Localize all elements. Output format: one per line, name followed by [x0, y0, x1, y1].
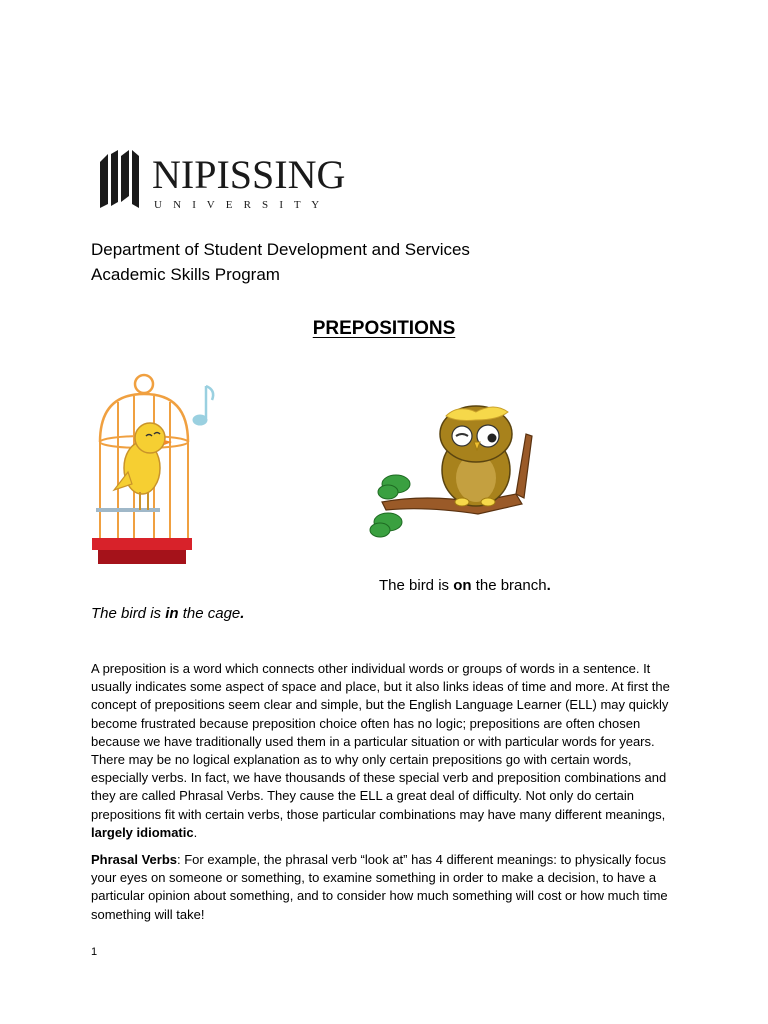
logo-university-text: U N I V E R S I T Y	[154, 199, 324, 211]
intro-paragraph-emphasis: largely idiomatic	[91, 824, 194, 840]
caption-on-period: .	[546, 577, 551, 594]
caption-on-text: The bird is	[379, 577, 454, 594]
caption-in-text: The bird is	[91, 605, 166, 622]
caption-in-preposition: in	[165, 605, 179, 622]
intro-paragraph-text: A preposition is a word which connects other individual words or groups of words in a sentence. It usually indicates some aspect of space and place, but it also links ideas of time and more. At first the concept of prepositions seem clear and simple, but the English Language Learner (ELL) may quickly become frustrated because preposition choice often has no logic; prepositions are often chosen because we have traditionally used them in a particular situation or with particular words for years. There may be no logical explanation as to why only certain prepositions go with certain words, especially verbs. In fact, we have thousands of these special verb and preposition combinations and they are called Phrasal Verbs. They cause the ELL a great deal of difficulty. Not only do certain prepositions fit with certain verbs, those particular combinations may have many different meanings,	[91, 661, 670, 822]
intro-paragraph-end: .	[193, 824, 198, 840]
caption-on-preposition: on	[453, 577, 472, 594]
page-title-text: PREPOSITIONS	[312, 318, 456, 339]
department-name: Department of Student Development and Services	[91, 240, 470, 259]
caption-in-cage	[91, 605, 244, 622]
phrasal-verbs-paragraph	[91, 851, 683, 924]
caption-on-branch	[379, 577, 551, 594]
caption-in-period: .	[240, 605, 245, 622]
page-number: 1	[91, 946, 98, 958]
phrasal-verbs-text: : For example, the phrasal verb “look at” has 4 different meanings: to physically focus your eyes on someone or something, to examine something in order to make a decision, to have a particular opinion about something, and to consider how much something will cost or how much time something will take!	[91, 852, 668, 922]
caption-in-text-end: the cage	[178, 605, 241, 622]
intro-paragraph	[91, 660, 683, 842]
logo-wordmark: NIPISSING	[152, 152, 346, 197]
bird-in-cage-illustration	[88, 372, 218, 572]
caption-on-text-end: the branch	[471, 577, 547, 594]
phrasal-verbs-label: Phrasal Verbs	[91, 852, 177, 867]
nipissing-logo-mark-icon	[96, 146, 396, 216]
university-logo	[96, 146, 396, 216]
program-name: Academic Skills Program	[91, 265, 280, 284]
owl-branch-icon	[366, 398, 534, 546]
bird-cage-icon	[88, 372, 218, 572]
page-title	[0, 318, 768, 340]
owl-on-branch-illustration	[366, 398, 534, 546]
